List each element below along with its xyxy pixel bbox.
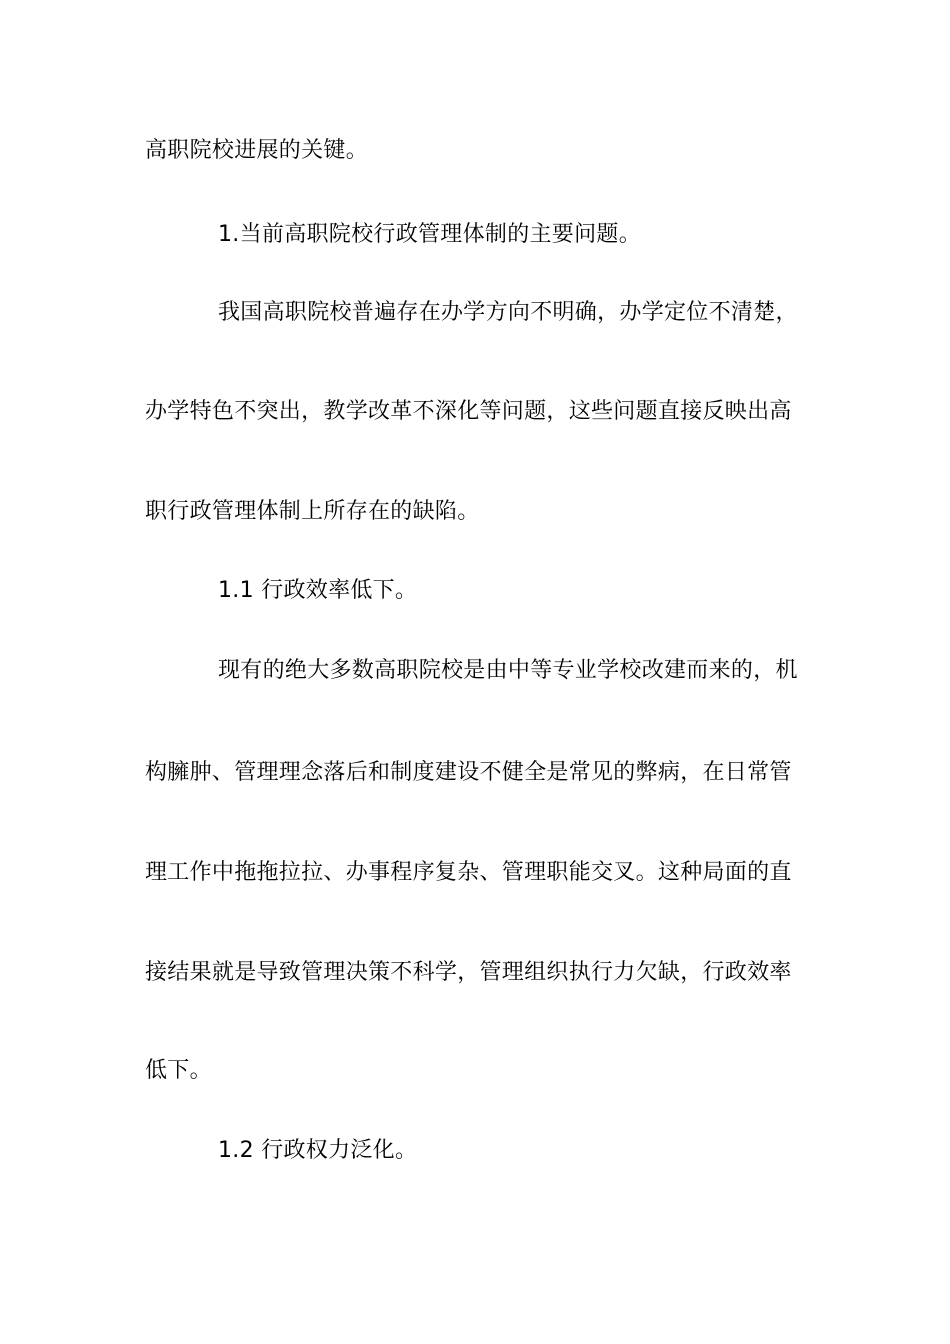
- section-heading-1: 1.当前高职院校行政管理体制的主要问题。: [218, 222, 641, 247]
- text-line-4: 办学特色不突出，教学改革不深化等问题，这些问题直接反映出高: [145, 399, 792, 424]
- text-line-3: 我国高职院校普遍存在办学方向不明确，办学定位不清楚，: [218, 300, 798, 325]
- section-heading-1-1: 1.1 行政效率低下。: [218, 578, 418, 603]
- text-line-1: 高职院校进展的关键。: [145, 138, 369, 163]
- text-line-5: 职行政管理体制上所存在的缺陷。: [145, 499, 480, 524]
- text-line-8: 构臃肿、管理理念落后和制度建设不健全是常见的弊病，在日常管: [145, 760, 792, 785]
- text-line-11: 低下。: [145, 1058, 212, 1083]
- text-line-10: 接结果就是导致管理决策不科学，管理组织执行力欠缺，行政效率: [145, 960, 792, 985]
- text-line-9: 理工作中拖拖拉拉、办事程序复杂、管理职能交叉。这种局面的直: [145, 860, 792, 885]
- text-line-7: 现有的绝大多数高职院校是由中等专业学校改建而来的，机: [218, 658, 798, 683]
- section-heading-1-2: 1.2 行政权力泛化。: [218, 1138, 418, 1163]
